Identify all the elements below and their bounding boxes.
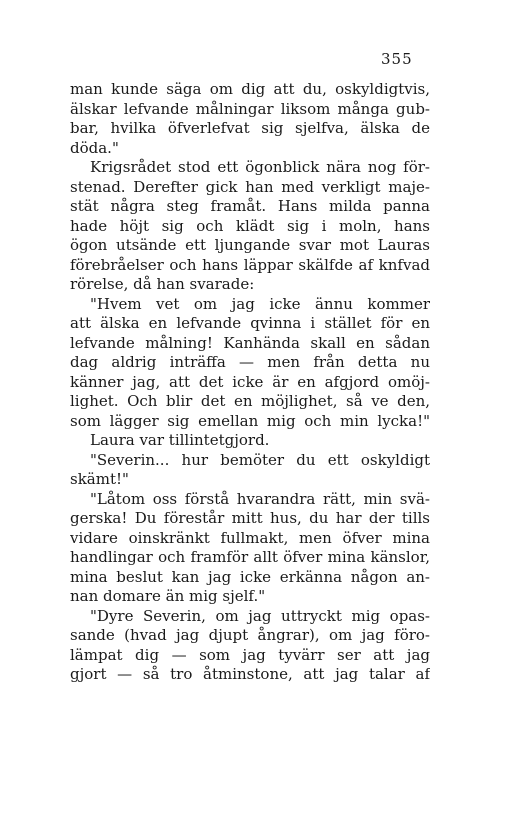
text-line: Laura var tillintetgjord. [90, 431, 270, 449]
text-line: älskar lefvande målningar liksom många gub- [70, 99, 430, 118]
text-line: mina beslut kan jag icke erkänna någon an- [70, 567, 430, 586]
text-line: man kunde säga om dig att du, oskyldigtvis, [70, 80, 430, 98]
text-line: skämt!" [70, 470, 129, 488]
text-line: bar, hvilka öfverlefvat sig sjelfva, älska de [70, 119, 430, 137]
text-line: stät några steg framåt. Hans milda panna [70, 197, 430, 215]
text-line: "Severin... hur bemöter du ett oskyldigt [90, 450, 430, 469]
text-line: sande (hvad jag djupt ångrar), om jag föro- [70, 626, 430, 644]
text-line: ögon utsände ett ljungande svar mot Lauras [70, 236, 430, 254]
text-line: hade höjt sig och klädt sig i moln, hans [70, 216, 430, 235]
text-line: att älska en lefvande qvinna i stället för en [70, 314, 430, 332]
text-line: lefvande målning! Kanhända skall en sådan [70, 333, 430, 352]
text-line: nan domare än mig sjelf." [70, 587, 266, 605]
text-line: gjort — så tro åtminstone, att jag talar af [70, 665, 430, 683]
text-line: rörelse, då han svarade: [70, 275, 255, 293]
text-line: "Låtom oss förstå hvarandra rätt, min svä- [90, 489, 430, 508]
text-line: "Hvem vet om jag icke ännu kommer [90, 294, 430, 313]
text-line: "Dyre Severin, om jag uttryckt mig opas- [90, 606, 430, 625]
text-line: handlingar och framför allt öfver mina känslor, [70, 548, 430, 566]
text-line: Krigsrådet stod ett ögonblick nära nog för- [90, 158, 430, 176]
text-line: gerska! Du förestår mitt hus, du har der tills [70, 509, 430, 527]
text-line: känner jag, att det icke är en afgjord omöj- [70, 372, 430, 391]
body-text [70, 80, 430, 685]
text-line: lämpat dig — som jag tyvärr ser att jag [70, 645, 430, 664]
text-line: som lägger sig emellan mig och min lycka!" [70, 411, 430, 430]
text-line: förebråelser och hans läppar skälfde af knfvad [70, 255, 430, 274]
text-line: lighet. Och blir det en möjlighet, så ve den, [70, 392, 430, 410]
text-line: dag aldrig inträffa — men från detta nu [70, 353, 430, 371]
page-number: 355 [381, 50, 413, 68]
text-line: döda." [70, 138, 119, 157]
text-line: vidare oinskränkt fullmakt, men öfver mina [70, 528, 430, 547]
text-line: stenad. Derefter gick han med verkligt maje- [70, 177, 430, 196]
